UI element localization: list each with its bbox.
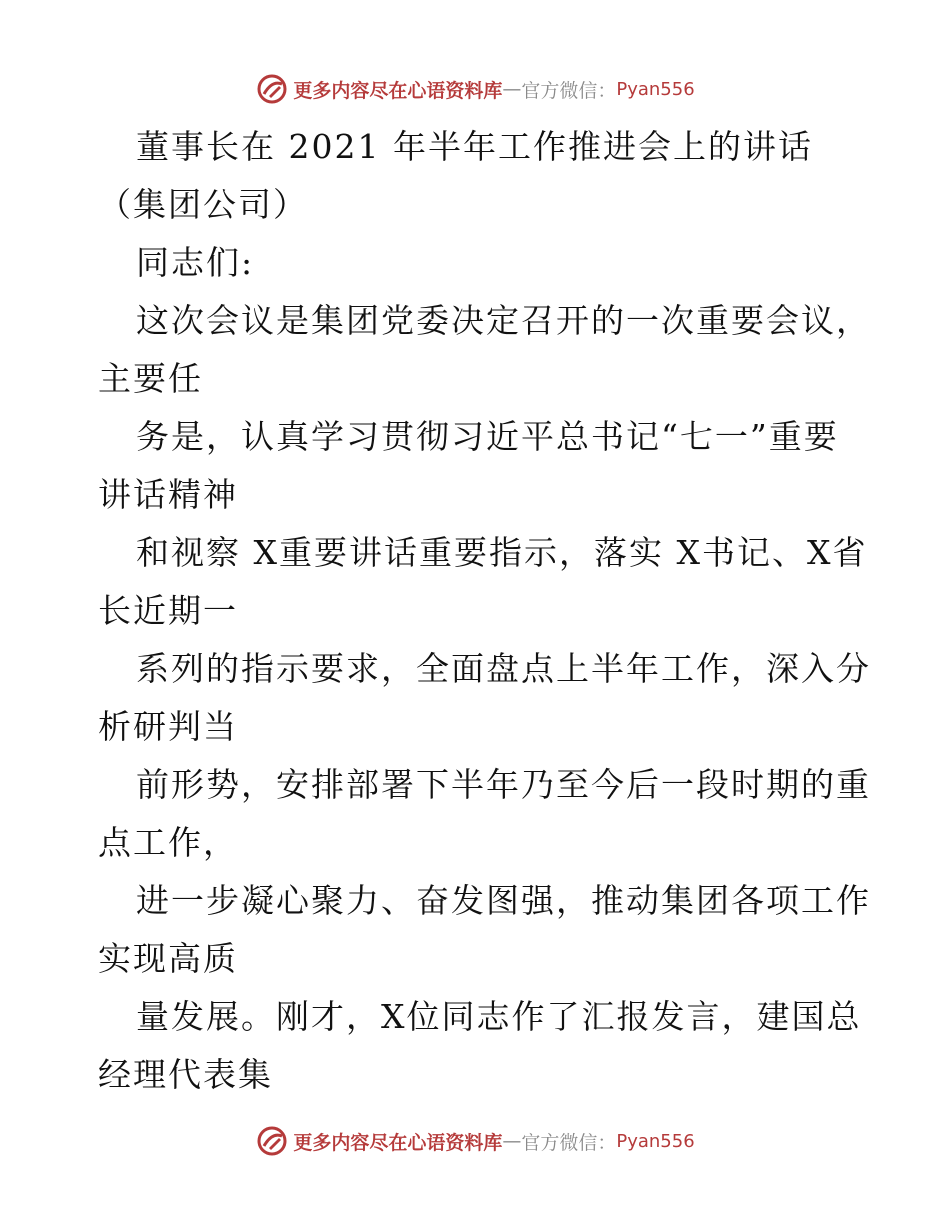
text-line: 前形势，安排部署下半年乃至今后一段时期的重 xyxy=(136,765,871,804)
banner-wechat-id: Pyan556 xyxy=(616,78,695,100)
footer-watermark-banner xyxy=(0,1124,950,1158)
document-subtitle: （集团公司） xyxy=(98,185,308,224)
text-line: 和视察 X重要讲话重要指示，落实 X书记、X省 xyxy=(136,533,868,572)
banner-wechat-label: 官方微信： xyxy=(521,1131,617,1154)
banner-dash: — xyxy=(502,1130,522,1152)
text-line: 讲话精神 xyxy=(98,475,238,514)
pen-swirl-logo-icon xyxy=(255,1124,289,1158)
text-line: 析研判当 xyxy=(98,707,238,746)
text-line: 量发展。刚才，X位同志作了汇报发言，建国总 xyxy=(136,997,862,1036)
text-line: 进一步凝心聚力、奋发图强，推动集团各项工作 xyxy=(136,881,871,920)
text-line: 这次会议是集团党委决定召开的一次重要会议， xyxy=(136,301,871,340)
banner-dash: — xyxy=(502,78,522,100)
salutation: 同志们: xyxy=(136,243,255,282)
banner-wechat-label: 官方微信： xyxy=(521,79,617,102)
text-line: 系列的指示要求，全面盘点上半年工作，深入分 xyxy=(136,649,871,688)
banner-site-text: 更多内容尽在心语资料库 xyxy=(293,79,503,102)
text-line: 务是，认真学习贯彻习近平总书记“七一”重要 xyxy=(136,417,839,456)
text-line: 点工作， xyxy=(98,823,238,862)
pen-swirl-logo-icon xyxy=(255,72,289,106)
banner-wechat-id: Pyan556 xyxy=(616,1130,695,1152)
document-title: 董事长在 2021 年半年工作推进会上的讲话 xyxy=(136,127,813,166)
text-line: 经理代表集 xyxy=(98,1055,273,1094)
text-line: 长近期一 xyxy=(98,591,238,630)
header-watermark-banner xyxy=(0,72,950,106)
text-line: 主要任 xyxy=(98,359,203,398)
document-body xyxy=(98,118,871,1104)
banner-site-text: 更多内容尽在心语资料库 xyxy=(293,1131,503,1154)
text-line: 实现高质 xyxy=(98,939,238,978)
